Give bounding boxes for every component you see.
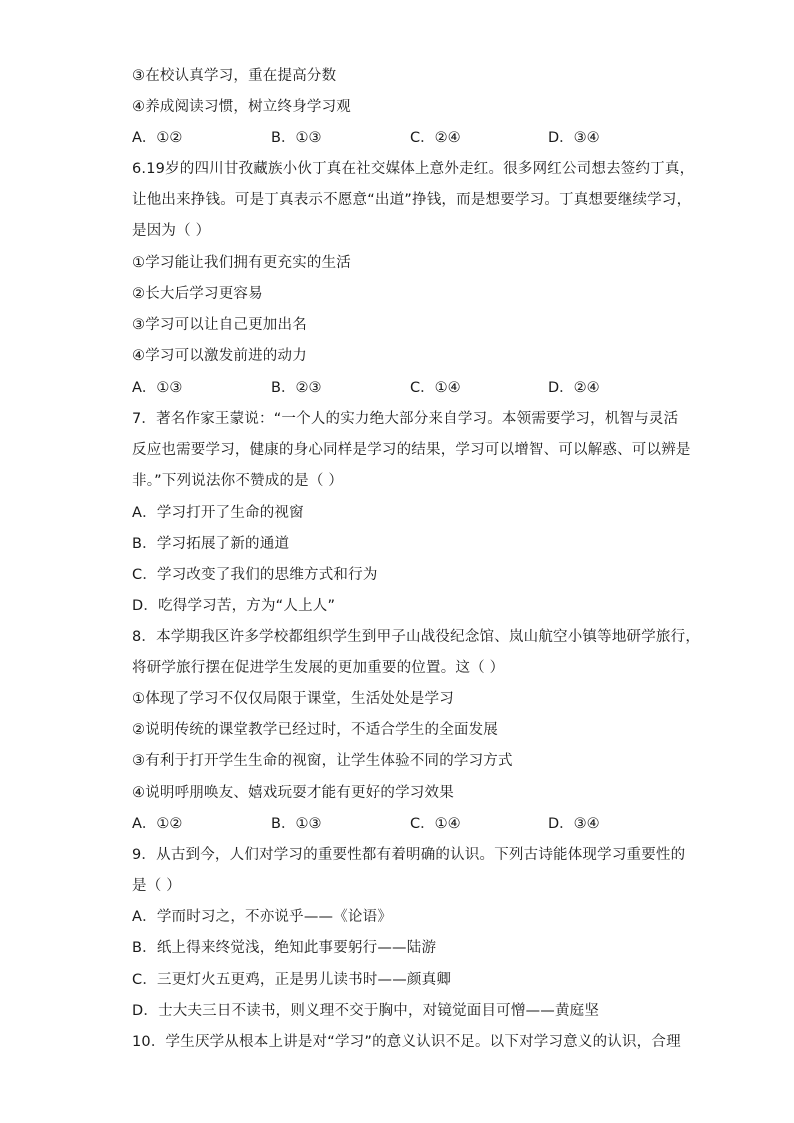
q7-option-b[interactable]: B．学习拓展了新的通道 (132, 536, 290, 552)
q6-option-d[interactable]: D．②④ (548, 380, 600, 396)
q9-option-d[interactable]: D．士大夫三日不读书，则义理不交于胸中，对镜觉面目可憎——黄庭坚 (132, 1003, 600, 1019)
q6-stem-line-1: 6.19岁的四川甘孜藏族小伙丁真在社交媒体上意外走红。很多网红公司想去签约丁真， (132, 161, 695, 177)
q5-option-b[interactable]: B．①③ (271, 130, 322, 146)
q6-statement-4: ④学习可以激发前进的动力 (132, 348, 307, 364)
q8-option-c[interactable]: C．①④ (410, 816, 461, 832)
q7-stem-line-3: 非。”下列说法你不赞成的是（ ） (132, 473, 344, 489)
q7-stem-line-2: 反应也需要学习，健康的身心同样是学习的结果，学习可以增智、可以解惑、可以辨是 (132, 442, 691, 458)
q8-statement-1: ①体现了学习不仅仅局限于课堂，生活处处是学习 (132, 691, 454, 707)
q9-option-c[interactable]: C．三更灯火五更鸡，正是男儿读书时——颜真卿 (132, 972, 452, 988)
q5-option-a[interactable]: A．①② (132, 130, 183, 146)
q7-option-c[interactable]: C．学习改变了我们的思维方式和行为 (132, 567, 378, 583)
q5-option-d[interactable]: D．③④ (548, 130, 600, 146)
q6-option-a[interactable]: A．①③ (132, 380, 183, 396)
q8-option-d[interactable]: D．③④ (548, 816, 600, 832)
q8-option-a[interactable]: A．①② (132, 816, 183, 832)
q10-stem-line-1: 10．学生厌学从根本上讲是对“学习”的意义认识不足。以下对学习意义的认识，合理 (132, 1034, 681, 1050)
q8-stem-line-2: 将研学旅行摆在促进学生发展的更加重要的位置。这（ ） (132, 660, 505, 676)
q5-statement-4: ④养成阅读习惯，树立终身学习观 (132, 99, 351, 115)
q5-option-c[interactable]: C．②④ (410, 130, 461, 146)
q6-option-c[interactable]: C．①④ (410, 380, 461, 396)
q6-stem-line-2: 让他出来挣钱。可是丁真表示不愿意“出道”挣钱，而是想要学习。丁真想要继续学习， (132, 192, 692, 208)
q8-statement-2: ②说明传统的课堂教学已经过时，不适合学生的全面发展 (132, 722, 498, 738)
q6-stem-line-3: 是因为（ ） (132, 223, 211, 239)
q8-stem-line-1: 8．本学期我区许多学校都组织学生到甲子山战役纪念馆、岚山航空小镇等地研学旅行， (132, 629, 701, 645)
q6-statement-1: ①学习能让我们拥有更充实的生活 (132, 255, 351, 271)
q9-option-a[interactable]: A．学而时习之，不亦说乎——《论语》 (132, 909, 393, 925)
q7-stem-line-1: 7．著名作家王蒙说：“一个人的实力绝大部分来自学习。本领需要学习，机智与灵活 (132, 411, 679, 427)
q8-statement-3: ③有利于打开学生生命的视窗，让学生体验不同的学习方式 (132, 753, 513, 769)
q7-option-d[interactable]: D．吃得学习苦，方为“人上人” (132, 598, 336, 614)
q9-stem-line-1: 9．从古到今，人们对学习的重要性都有着明确的认识。下列古诗能体现学习重要性的 (132, 847, 686, 863)
q7-option-a[interactable]: A．学习打开了生命的视窗 (132, 505, 304, 521)
q6-statement-3: ③学习可以让自己更加出名 (132, 317, 307, 333)
q6-statement-2: ②长大后学习更容易 (132, 286, 263, 302)
q9-stem-line-2: 是（ ） (132, 878, 181, 894)
q6-option-b[interactable]: B．②③ (271, 380, 322, 396)
q8-option-b[interactable]: B．①③ (271, 816, 322, 832)
q8-statement-4: ④说明呼朋唤友、嬉戏玩耍才能有更好的学习效果 (132, 785, 454, 801)
q5-statement-3: ③在校认真学习，重在提高分数 (132, 68, 337, 84)
q9-option-b[interactable]: B．纸上得来终觉浅，绝知此事要躬行——陆游 (132, 940, 437, 956)
